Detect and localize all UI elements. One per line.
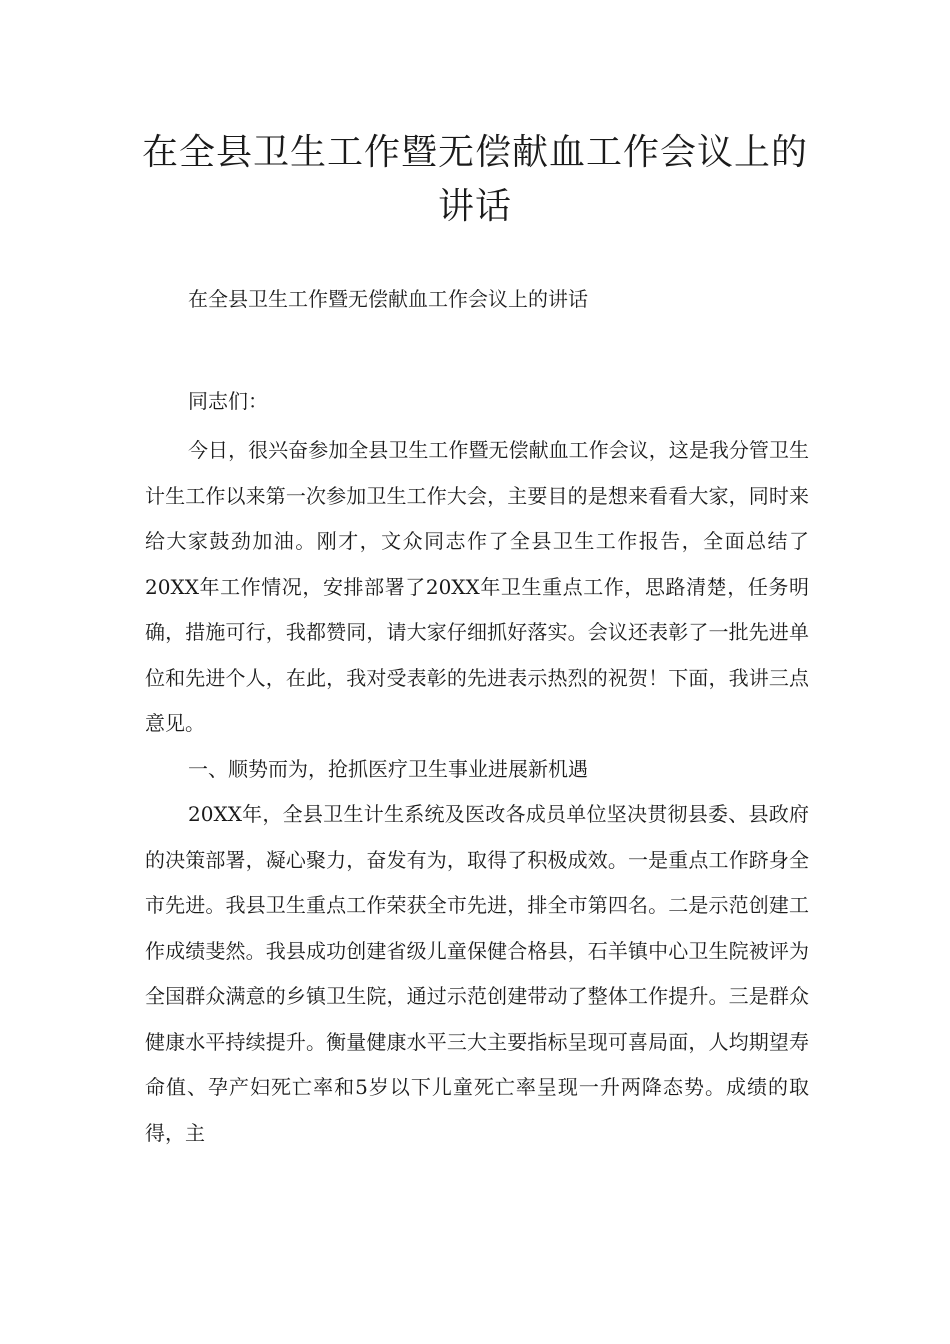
document-subtitle: 在全县卫生工作暨无偿献血工作会议上的讲话: [188, 287, 588, 311]
speech-body: [145, 428, 809, 1156]
document-title: 在全县卫生工作暨无偿献血工作会议上的讲话: [141, 132, 808, 227]
paragraph-opening: 今日，很兴奋参加全县卫生工作暨无偿献血工作会议，这是我分管卫生计生工作以来第一次参加卫生工作大会，主要目的是想来看看大家，同时来给大家鼓劲加油。刚才，文众同志作了全县卫生工作报告，全面总结了20XX年工作情况，安排部署了20XX年卫生重点工作，思路清楚，任务明确，措施可行，我都赞同，请大家仔细抓好落实。会议还表彰了一批先进单位和先进个人，在此，我对受表彰的先进表示热烈的祝贺！下面，我讲三点意见。: [145, 438, 809, 735]
section-heading-1: 一、顺势而为，抢抓医疗卫生事业进展新机遇: [188, 756, 588, 781]
greeting: 同志们：: [188, 389, 268, 413]
paragraph-achievements: 20XX年，全县卫生计生系统及医改各成员单位坚决贯彻县委、县政府的决策部署，凝心聚力，奋发有为，取得了积极成效。一是重点工作跻身全市先进。我县卫生重点工作荣获全市先进，排全市第四名。二是示范创建工作成绩斐然。我县成功创建省级儿童保健合格县，石羊镇中心卫生院被评为全国群众满意的乡镇卫生院，通过示范创建带动了整体工作提升。三是群众健康水平持续提升。衡量健康水平三大主要指标呈现可喜局面，人均期望寿命值、孕产妇死亡率和5岁以下儿童死亡率呈现一升两降态势。成绩的取得，主: [145, 802, 809, 1145]
